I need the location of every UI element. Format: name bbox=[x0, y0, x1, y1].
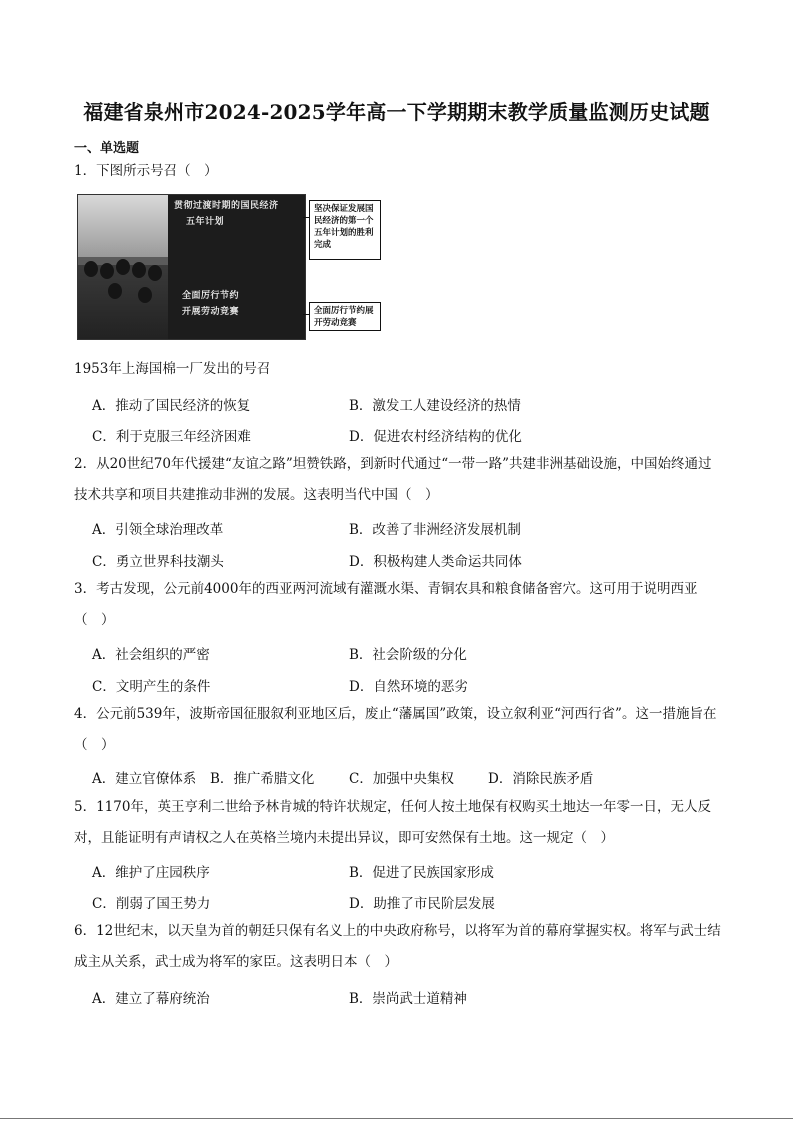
board-line-3: 全面厉行节约 bbox=[182, 291, 240, 301]
callout-top: 坚决保证发展国民经济的第一个五年计划的胜利完成 bbox=[309, 200, 381, 260]
page-bottom-rule bbox=[0, 1118, 793, 1119]
question-1-stem: 1．下图所示号召（ ） bbox=[74, 163, 218, 179]
board-line-2: 五年计划 bbox=[186, 217, 225, 227]
question-3-option-d: D．自然环境的恶劣 bbox=[349, 679, 468, 695]
question-5-option-a: A．维护了庄园秩序 bbox=[92, 865, 210, 881]
question-6-option-b: B．崇尚武士道精神 bbox=[349, 991, 467, 1007]
question-3-option-c: C．文明产生的条件 bbox=[92, 679, 211, 695]
section-heading: 一、单选题 bbox=[74, 141, 140, 156]
question-2-option-d: D．积极构建人类命运共同体 bbox=[349, 554, 522, 570]
question-5-stem: 5．1170年，英王亨利二世给予林肯城的特许状规定，任何人按土地保有权购买土地达一年零一日，无人反对，且能证明有声请权之人在英格兰境内未提出异议，即可安然保有土地。这一规定（ ） bbox=[74, 799, 711, 846]
question-5-option-c: C．削弱了国王势力 bbox=[92, 896, 211, 912]
question-4-option-c: C．加强中央集权 bbox=[349, 771, 454, 787]
question-3-option-a: A．社会组织的严密 bbox=[92, 647, 210, 663]
board-line-1: 贯彻过渡时期的国民经济 bbox=[174, 201, 279, 211]
question-2-option-c: C．勇立世界科技潮头 bbox=[92, 554, 224, 570]
question-2-option-b: B．改善了非洲经济发展机制 bbox=[349, 522, 521, 538]
question-4-option-d: D．消除民族矛盾 bbox=[488, 771, 594, 787]
question-6-option-a: A．建立了幕府统治 bbox=[92, 991, 210, 1007]
photo-banner-board bbox=[168, 195, 305, 339]
callout-bottom: 全面厉行节约展开劳动竞赛 bbox=[309, 302, 381, 331]
question-1-option-c: C．利于克服三年经济困难 bbox=[92, 429, 251, 445]
question-1-option-b: B．激发工人建设经济的热情 bbox=[349, 398, 521, 414]
question-5-option-b: B．促进了民族国家形成 bbox=[349, 865, 494, 881]
question-4-stem: 4．公元前539年，波斯帝国征服叙利亚地区后，废止“藩属国”政策，设立叙利亚“河西行省”。这一措施旨在（ ） bbox=[74, 706, 717, 753]
question-1-option-d: D．促进农村经济结构的优化 bbox=[349, 429, 522, 445]
question-2-option-a: A．引领全球治理改革 bbox=[92, 522, 224, 538]
question-3-stem: 3．考古发现，公元前4000年的西亚两河流域有灌溉水渠、青铜农具和粮食储备窖穴。这可用于说明西亚（ ） bbox=[74, 581, 698, 628]
question-4-option-a: A．建立官僚体系 bbox=[92, 771, 197, 787]
question-1-option-a: A．推动了国民经济的恢复 bbox=[92, 398, 251, 414]
question-4-option-b: B．推广希腊文化 bbox=[210, 771, 315, 787]
question-2-stem: 2．从20世纪70年代援建“友谊之路”坦赞铁路，到新时代通过“一带一路”共建非洲基础设施，中国始终通过技术共享和项目共建推动非洲的发展。这表明当代中国（ ） bbox=[74, 456, 712, 503]
board-line-4: 开展劳动竞赛 bbox=[182, 307, 240, 317]
question-1-caption: 1953年上海国棉一厂发出的号召 bbox=[74, 361, 271, 377]
question-1-photo bbox=[77, 194, 306, 340]
page-title: 福建省泉州市2024-2025学年高一下学期期末教学质量监测历史试题 bbox=[83, 100, 710, 124]
question-6-stem: 6．12世纪末，以天皇为首的朝廷只保有名义上的中央政府称号，以将军为首的幕府掌握实权。将军与武士结成主从关系，武士成为将军的家臣。这表明日本（ ） bbox=[74, 923, 721, 970]
question-3-option-b: B．社会阶级的分化 bbox=[349, 647, 467, 663]
question-5-option-d: D．助推了市民阶层发展 bbox=[349, 896, 495, 912]
